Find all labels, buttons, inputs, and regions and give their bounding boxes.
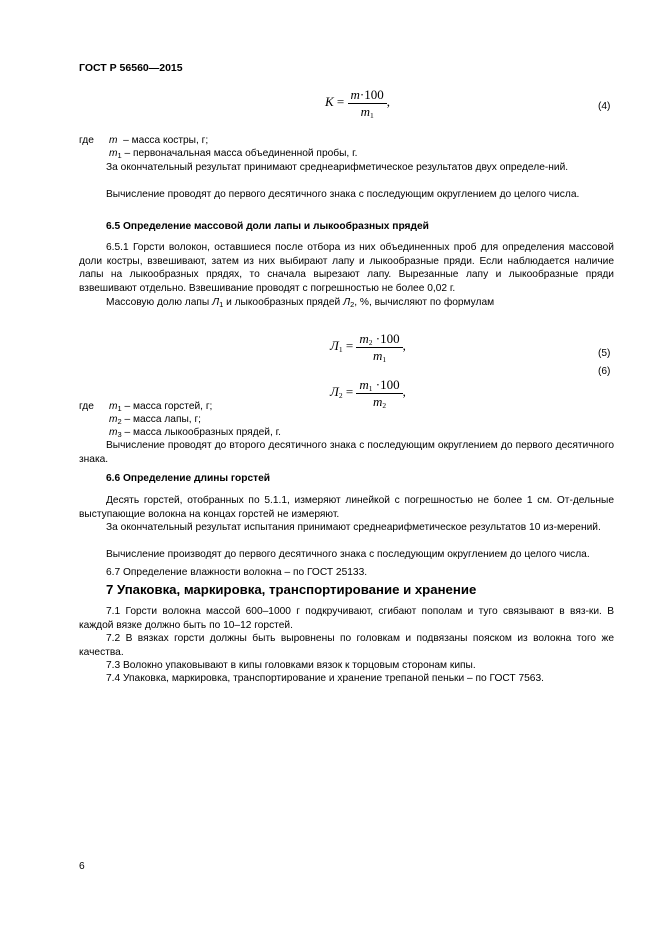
section-7-title: 7 Упаковка, маркировка, транспортирование и хранение bbox=[106, 582, 477, 597]
s7-para-4: 7.4 Упаковка, маркировка, транспортирование и хранение трепаной пеньки – по ГОСТ 7563. bbox=[106, 673, 544, 684]
formula-4-den-sub: 1 bbox=[369, 110, 374, 120]
formula-5-lhs: Л bbox=[330, 338, 339, 354]
where2-r2-sym: m bbox=[109, 414, 118, 425]
where2-r2-text: – масса лапы, г; bbox=[121, 414, 202, 425]
where1-r2-sym: m bbox=[109, 148, 118, 159]
s65-p2-L2-sub: 2 bbox=[350, 300, 355, 309]
s65-p2-L1: Л bbox=[212, 297, 220, 308]
formula-5-den-sub: 1 bbox=[382, 354, 387, 364]
where1-r2-sub: 1 bbox=[117, 151, 122, 160]
formula-6-eq: = bbox=[345, 384, 354, 400]
page-number: 6 bbox=[79, 861, 85, 872]
s65-p2-b: и лыкообразных прядей bbox=[223, 297, 344, 308]
formula-4-den-var: m bbox=[360, 103, 370, 119]
where2-r3-text: – масса лыкообразных прядей, г. bbox=[121, 427, 281, 438]
s64-para-2: Вычисление проводят до первого десятичного знака с последующим округлением до целого числа. bbox=[106, 189, 580, 200]
formula-6-lhs: Л bbox=[330, 384, 339, 400]
formula-5-lhs-sub: 1 bbox=[338, 345, 343, 355]
where2-r3-sub: 3 bbox=[117, 430, 122, 439]
formula-4-lhs: K bbox=[325, 94, 334, 110]
formula-4-number: (4) bbox=[598, 101, 611, 112]
formula-4-eq: = bbox=[336, 94, 345, 110]
s65-p2-a: Массовую долю лапы bbox=[106, 297, 213, 308]
formula-6-den-sub: 2 bbox=[382, 400, 387, 410]
where2-r3-sym: m bbox=[109, 427, 118, 438]
formula-5-eq: = bbox=[345, 338, 354, 354]
formula-5-num-const: ·100 bbox=[372, 331, 400, 346]
s66-para-2: За окончательный результат испытания принимают среднеарифметическое результатов 10 из-мерений. bbox=[106, 522, 601, 533]
s65-p2-L2: Л bbox=[343, 297, 351, 308]
formula-4 bbox=[325, 88, 390, 118]
s7-para-1: 7.1 Горсти волокна массой 600–1000 г подкручивают, сгибают пополам и туго связывают в вяз-ки. В каждой вязке должно быть по 10–12 горстей. bbox=[79, 606, 614, 631]
formula-4-num-var: m bbox=[350, 87, 360, 102]
where2-para: Вычисление проводят до второго десятичного знака с последующим округлением до первого десятичного знака. bbox=[79, 440, 614, 465]
formula-6-number: (6) bbox=[598, 366, 611, 377]
formula-6-num-sub: 1 bbox=[368, 384, 373, 393]
where2-word: где bbox=[79, 401, 94, 412]
s7-para-3: 7.3 Волокно упаковывают в кипы головками вязок к торцовым сторонам кипы. bbox=[106, 660, 476, 671]
s65-para-1: 6.5.1 Горсти волокон, оставшиеся после отбора из них объединенных проб для определения массовой доли костры, взвешивают, затем из них выбирают лапу и лыкообразные пряди. Если наблюдается наличие лапы на лыкообразных прядях, то сначала вырезают лапу. Вырезанные лапу и лыкообразные пряди взвешивают отдельно. Взвешивание проводят с погрешностью не более 0,02 г. bbox=[79, 242, 614, 294]
s7-para-2: 7.2 В вязках горсти должны быть выровнены по головкам и подвязаны пояском из волокна того же качества. bbox=[79, 633, 614, 658]
formula-6-num-var: m bbox=[359, 377, 369, 392]
s67-para: 6.7 Определение влажности волокна – по ГОСТ 25133. bbox=[106, 567, 368, 578]
formula-4-fraction bbox=[348, 88, 387, 118]
formula-6 bbox=[330, 378, 406, 408]
s65-para-2 bbox=[79, 296, 614, 310]
s65-p2-c: , %, вычисляют по формулам bbox=[354, 297, 495, 308]
s66-para-1: Десять горстей, отобранных по 5.1.1, измеряют линейкой с погрешностью не более 1 см. От-дельные выступающие волокна на концах горстей не измеряют. bbox=[79, 495, 614, 520]
document-header: ГОСТ Р 56560—2015 bbox=[79, 62, 183, 74]
where2-r1-text: – масса горстей, г; bbox=[121, 401, 213, 412]
where1-r1-sym: m bbox=[109, 135, 118, 146]
formula-5-tail: , bbox=[402, 338, 406, 354]
s66-para-3: Вычисление производят до первого десятичного знака с последующим округлением до целого числа. bbox=[106, 549, 590, 560]
where2-r1-sub: 1 bbox=[117, 404, 122, 413]
where2-row1 bbox=[79, 400, 213, 414]
formula-6-tail: , bbox=[402, 384, 406, 400]
s65-p2-L1-sub: 1 bbox=[219, 300, 224, 309]
formula-4-tail: , bbox=[386, 94, 390, 110]
formula-6-fraction bbox=[356, 378, 402, 408]
section-6-5-title: 6.5 Определение массовой доли лапы и лыкообразных прядей bbox=[106, 221, 429, 232]
where2-r2-sub: 2 bbox=[117, 417, 122, 426]
formula-5-num-var: m bbox=[359, 331, 369, 346]
where1-word: где bbox=[79, 135, 94, 146]
s64-para-1: За окончательный результат принимают среднеарифметическое результатов двух определе-ний. bbox=[106, 162, 569, 173]
formula-6-den-var: m bbox=[372, 393, 383, 409]
where1-row1 bbox=[79, 134, 209, 148]
where1-r2-text: – первоначальная масса объединенной пробы, г. bbox=[121, 148, 358, 159]
section-6-6-title: 6.6 Определение длины горстей bbox=[106, 473, 271, 484]
formula-6-num-const: ·100 bbox=[372, 377, 400, 392]
formula-5-number: (5) bbox=[598, 348, 611, 359]
formula-5-fraction bbox=[356, 332, 402, 362]
formula-5 bbox=[330, 332, 406, 362]
formula-5-den-var: m bbox=[372, 347, 383, 363]
where1-r1-text: – масса костры, г; bbox=[123, 135, 209, 146]
formula-6-lhs-sub: 2 bbox=[338, 391, 343, 401]
where2-r1-sym: m bbox=[109, 401, 118, 412]
formula-5-num-sub: 2 bbox=[368, 338, 373, 347]
formula-4-num-const: ·100 bbox=[359, 87, 384, 102]
